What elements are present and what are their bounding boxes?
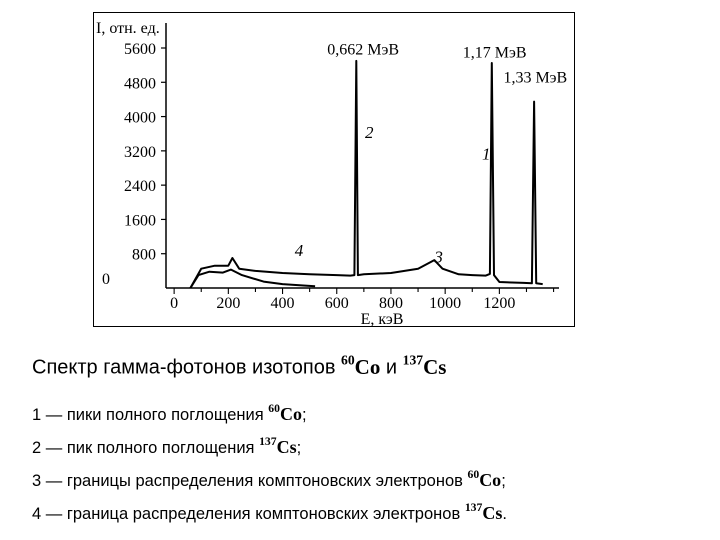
- y-tick-label: 4800: [124, 75, 156, 93]
- series-line-2: [190, 270, 315, 288]
- x-tick-label: 600: [324, 295, 349, 312]
- curve-label: 4: [294, 240, 304, 260]
- isotope-cs: $^{137}$Cs: [402, 352, 447, 379]
- legend-item-3: 3 — границы распределения комптоновских электронов $^{60}$Co;: [32, 467, 506, 491]
- y-tick-label: 3200: [124, 143, 156, 161]
- peak-label: 1,33 МэВ: [503, 69, 568, 87]
- curve-label: 3: [434, 247, 443, 267]
- caption: [32, 352, 712, 534]
- x-tick-label: 200: [216, 295, 241, 312]
- spectrum-chart: [94, 13, 576, 328]
- caption-title: [32, 352, 712, 380]
- caption-title-mid: и: [380, 356, 403, 379]
- y-tick-label: 800: [132, 246, 156, 264]
- x-axis-label: E, кэВ: [360, 311, 404, 328]
- y-tick-label: 5600: [124, 41, 156, 58]
- y-tick-label: 0: [102, 271, 110, 288]
- y-tick-label: 2400: [124, 178, 156, 196]
- x-tick-label: 400: [270, 295, 295, 312]
- x-tick-label: 1200: [483, 295, 516, 312]
- y-axis-label: I, отн. ед.: [96, 20, 160, 37]
- x-tick-label: 800: [378, 295, 403, 312]
- curve-label: 1: [482, 144, 491, 164]
- peak-label: 1,17 МэВ: [462, 44, 527, 62]
- legend-item-1: 1 — пики полного поглощения $^{60}$Co;: [32, 401, 307, 424]
- y-tick-label: 1600: [124, 212, 156, 230]
- chart-frame: [93, 12, 575, 327]
- peak-label: 0,662 МэВ: [327, 41, 400, 59]
- legend-item-4: 4 — граница распределения комптоновских электронов $^{137}$Cs.: [32, 501, 507, 524]
- isotope-co: $^{60}$Co: [341, 352, 381, 379]
- caption-title-prefix: Спектр гамма-фотонов изотопов: [32, 356, 342, 379]
- curve-label: 2: [364, 123, 374, 142]
- y-tick-label: 4000: [124, 109, 156, 127]
- x-tick-label: 0: [170, 295, 179, 312]
- series-line-1: [190, 61, 542, 288]
- x-tick-label: 1000: [429, 295, 462, 312]
- legend-item-2: 2 — пик полного поглощения $^{137}$Cs;: [32, 434, 302, 457]
